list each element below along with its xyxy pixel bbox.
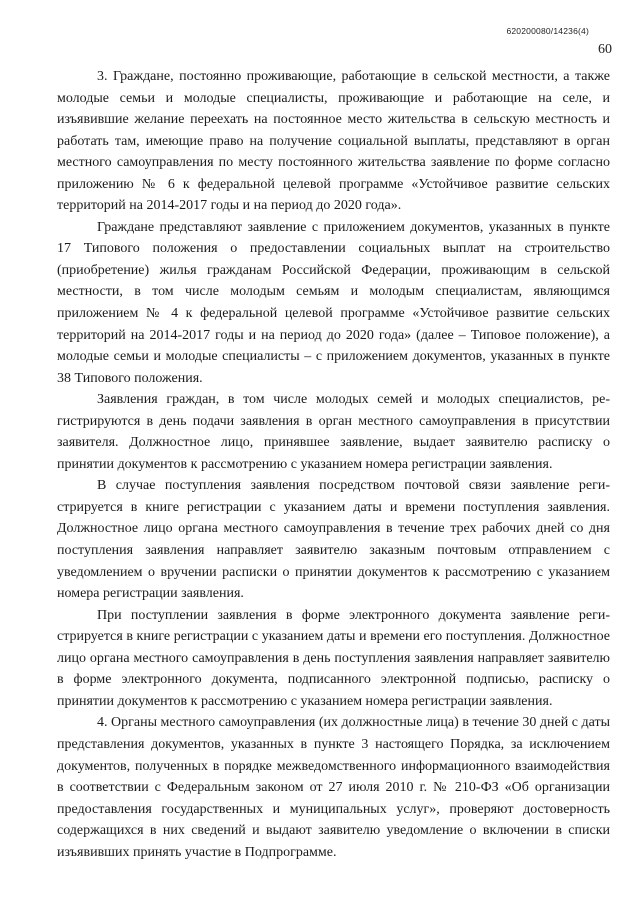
paragraph-application-documents: Граждане представляют заявление с приложением документов, указанных в пункте 17 Типового положения о предоставлении социальных выплат на строительство (приобретение) жилья гражданам Российской Федерации, проживающим в сельской местности, в том числе молодым семьям и молодым специалистам, являющимся приложением № 4 к федеральной целевой программе «Устойчивое развитие сельских территорий на 2014-2017 годы и на период до 2020 года» (далее – Типовое положение), а молодые семьи и молодые специалисты – с приложением документов, указанных в пункте 38 Типового положения. xyxy=(57,219,610,386)
page-number: 60 xyxy=(598,42,612,57)
document-id: 620200080/14236(4) xyxy=(506,26,589,36)
paragraph-electronic-submission: При поступлении заявления в форме электронного документа заявление регистрируется в книге регистрации с указанием даты и времени его поступления. Должностное лицо органа местного самоуправления в день поступления заявления направляет заявителю в форме электронного документа, подписанного электронной подписью, расписку о принятии документов к рассмотрению с указанием номера регистрации заявления. xyxy=(57,607,610,709)
paragraph-item-4: 4. Органы местного самоуправления (их должностные лица) в течение 30 дней с даты представления документов, указанных в пункте 3 настоящего Порядка, за исключением документов, полученных в порядке межведомственного информационного взаимодействия в соответствии с Федеральным законом от 27 июля 2010 г. № 210-ФЗ «Об организации предоставления государственных и муниципальных услуг», проверяют достоверность содержащихся в них сведений и выдают заявителю уведомление о включении в списки изъявивших принять участие в Подпрограмме. xyxy=(57,715,610,860)
paragraph-postal-submission: В случае поступления заявления посредством почтовой связи заявление регистрируется в книге регистрации с указанием даты и времени поступления заявления. Должностное лицо органа местного самоуправления в течение трех рабочих дней со дня поступления заявления направляет заявителю заказным почтовым отправлением с уведомлением о вручении расписки о принятии документов к рассмотрению с указанием номера регистрации заявления. xyxy=(57,478,610,602)
document-body xyxy=(57,66,610,863)
paragraph-registration: Заявления граждан, в том числе молодых семей и молодых специалистов, регистрируются в день подачи заявления в орган местного самоуправления в присутствии заявителя. Должностное лицо, принявшее заявление, выдает заявителю расписку о принятии документов к рассмотрению с указанием номера регистрации заявления. xyxy=(57,392,610,472)
paragraph-item-3: 3. Граждане, постоянно проживающие, работающие в сельской местности, а также молодые семьи и молодые специалисты, проживающие и работающие на селе, и изъявившие желание переехать на постоянное место жительства в сельскую местность и работать там, имеющие право на получение социальной выплаты, представляют в орган местного самоуправления по месту постоянного жительства заявление по форме согласно приложению № 6 к федеральной целевой программе «Устойчивое развитие сельских территорий на 2014-2017 годы и на период до 2020 года». xyxy=(57,69,610,214)
